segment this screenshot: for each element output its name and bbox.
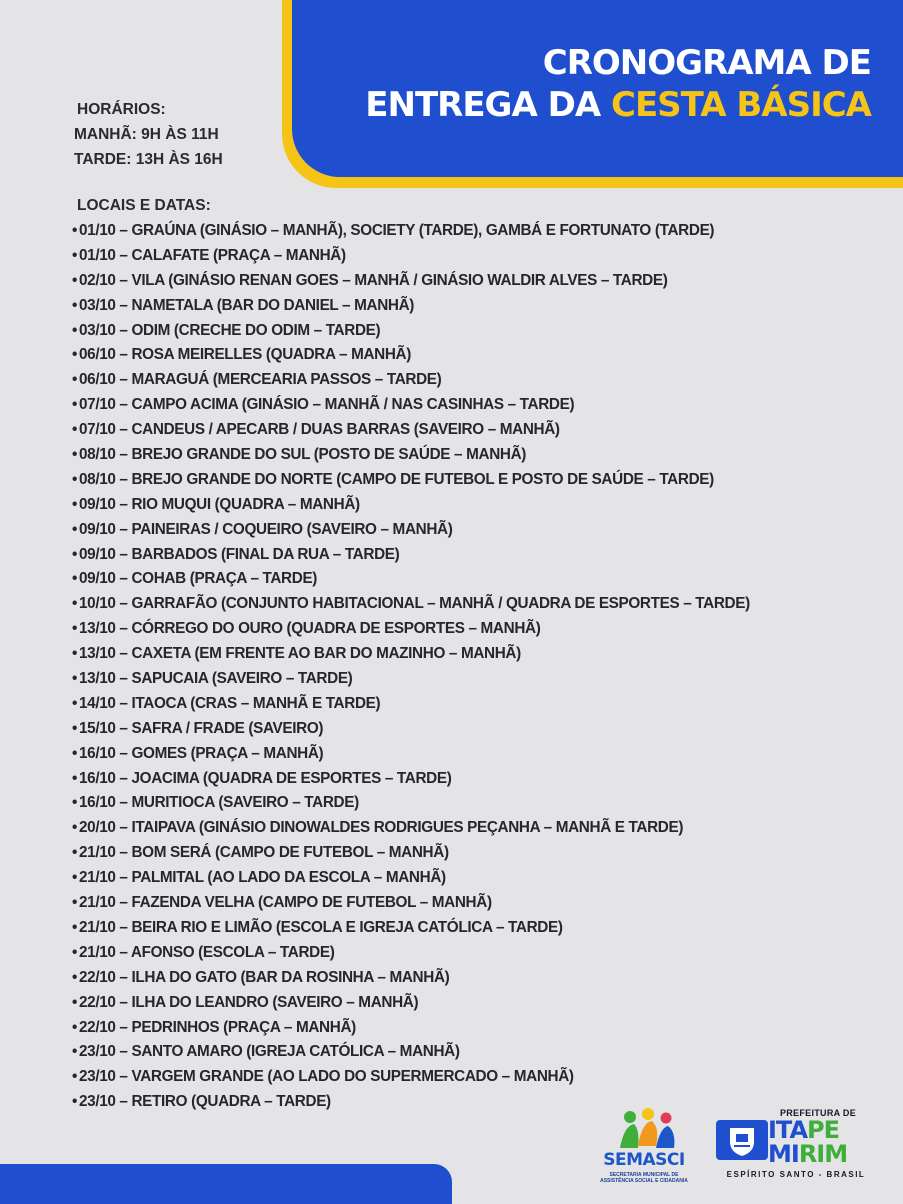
schedule-list [72, 219, 750, 1115]
schedule-item-text: 09/10 – RIO MUQUI (QUADRA – MANHÃ) [79, 495, 360, 513]
schedule-item-text: 21/10 – BOM SERÁ (CAMPO DE FUTEBOL – MANHÃ) [79, 844, 449, 862]
semasci-subtitle: SECRETARIA MUNICIPAL DE ASSISTÊNCIA SOCIAL E CIDADANIA [600, 1172, 688, 1184]
semasci-name: SEMASCI [603, 1150, 685, 1170]
bottom-bar [0, 1164, 452, 1204]
semasci-logo [592, 1108, 696, 1190]
title-line-1: CRONOGRAMA DE [542, 43, 871, 83]
page-title [365, 42, 871, 126]
prefeitura-name-line1 [768, 1118, 839, 1142]
schedule-item [72, 443, 750, 468]
schedule-item-text: 07/10 – CANDEUS / APECARB / DUAS BARRAS (SAVEIRO – MANHÃ) [79, 421, 560, 439]
title-line-2: ENTREGA DA [365, 85, 611, 125]
bullet-icon: • [72, 1068, 78, 1086]
schedule-item-text: 13/10 – SAPUCAIA (SAVEIRO – TARDE) [79, 670, 353, 688]
schedule-item [72, 891, 750, 916]
schedule-item-text: 20/10 – ITAIPAVA (GINÁSIO DINOWALDES RODRIGUES PEÇANHA – MANHÃ E TARDE) [79, 819, 684, 837]
prefeitura-name-line2 [768, 1142, 847, 1166]
prefeitura-logo [716, 1108, 876, 1192]
bullet-icon: • [72, 321, 78, 339]
schedule-item [72, 1016, 750, 1041]
schedule-item [72, 493, 750, 518]
schedule-item [72, 518, 750, 543]
schedule-item-text: 01/10 – GRAÚNA (GINÁSIO – MANHÃ), SOCIETY (TARDE), GAMBÁ E FORTUNATO (TARDE) [79, 222, 715, 239]
bullet-icon: • [72, 769, 78, 787]
coat-of-arms-icon [716, 1120, 768, 1160]
pref-mi: MI [768, 1140, 799, 1168]
schedule-item [72, 592, 750, 617]
schedule-item [72, 567, 750, 592]
schedule-item [72, 692, 750, 717]
schedule-item-text: 21/10 – FAZENDA VELHA (CAMPO DE FUTEBOL – MANHÃ) [79, 894, 492, 912]
bullet-icon: • [72, 595, 78, 613]
schedule-item [72, 244, 750, 269]
bullet-icon: • [72, 446, 78, 464]
bullet-icon: • [72, 495, 78, 513]
schedule-item-text: 09/10 – BARBADOS (FINAL DA RUA – TARDE) [79, 545, 400, 563]
schedule-item-text: 13/10 – CAXETA (EM FRENTE AO BAR DO MAZINHO – MANHÃ) [79, 645, 521, 663]
bullet-icon: • [72, 371, 78, 389]
prefeitura-label: PREFEITURA DE [779, 1108, 857, 1118]
schedule-item-text: 03/10 – NAMETALA (BAR DO DANIEL – MANHÃ) [79, 296, 415, 314]
schedule-item-text: 22/10 – ILHA DO GATO (BAR DA ROSINHA – MANHÃ) [79, 968, 450, 986]
schedule-item [72, 294, 750, 319]
bullet-icon: • [72, 869, 78, 887]
bullet-icon: • [72, 346, 78, 364]
schedule-item [72, 1040, 750, 1065]
schedule-item [72, 866, 750, 891]
bullet-icon: • [72, 246, 78, 264]
bullet-icon: • [72, 819, 78, 837]
pref-rim: RIM [798, 1140, 848, 1168]
bullet-icon: • [72, 545, 78, 563]
schedule-item-text: 16/10 – GOMES (PRAÇA – MANHÃ) [79, 744, 324, 762]
schedule-item-text: 01/10 – CALAFATE (PRAÇA – MANHÃ) [79, 246, 346, 264]
schedule-item-text: 08/10 – BREJO GRANDE DO NORTE (CAMPO DE FUTEBOL E POSTO DE SAÚDE – TARDE) [79, 470, 714, 488]
schedule-item [72, 767, 750, 792]
schedule-item [72, 991, 750, 1016]
bullet-icon: • [72, 844, 78, 862]
schedule-item [72, 642, 750, 667]
schedule-item-text: 07/10 – CAMPO ACIMA (GINÁSIO – MANHÃ / NAS CASINHAS – TARDE) [79, 396, 575, 414]
bullet-icon: • [72, 421, 78, 439]
schedule-item-text: 23/10 – VARGEM GRANDE (AO LADO DO SUPERMERCADO – MANHÃ) [79, 1068, 574, 1086]
schedule-item-text: 03/10 – ODIM (CRECHE DO ODIM – TARDE) [79, 321, 381, 339]
bullet-icon: • [72, 396, 78, 414]
schedule-item-text: 23/10 – RETIRO (QUADRA – TARDE) [79, 1093, 331, 1111]
schedule-title: LOCAIS E DATAS: [77, 197, 211, 214]
bullet-icon: • [72, 520, 78, 538]
bullet-icon: • [72, 1018, 78, 1036]
hours-morning: MANHÃ: 9H ÀS 11H [74, 126, 219, 143]
schedule-item [72, 418, 750, 443]
prefeitura-state: ESPÍRITO SANTO - BRASIL [726, 1170, 866, 1179]
bullet-icon: • [72, 645, 78, 663]
schedule-item [72, 742, 750, 767]
bullet-icon: • [72, 918, 78, 936]
bullet-icon: • [72, 296, 78, 314]
hours-afternoon: TARDE: 13H ÀS 16H [74, 151, 223, 168]
bullet-icon: • [72, 993, 78, 1011]
bullet-icon: • [72, 943, 78, 961]
bullet-icon: • [72, 744, 78, 762]
schedule-item-text: 21/10 – AFONSO (ESCOLA – TARDE) [79, 943, 335, 961]
schedule-item [72, 319, 750, 344]
schedule-item [72, 393, 750, 418]
schedule-item-text: 22/10 – PEDRINHOS (PRAÇA – MANHÃ) [79, 1018, 356, 1036]
bullet-icon: • [72, 222, 78, 239]
bullet-icon: • [72, 570, 78, 588]
schedule-item-text: 14/10 – ITAOCA (CRAS – MANHÃ E TARDE) [79, 694, 381, 712]
bullet-icon: • [72, 894, 78, 912]
schedule-item [72, 941, 750, 966]
schedule-item-text: 21/10 – PALMITAL (AO LADO DA ESCOLA – MANHÃ) [79, 869, 446, 887]
schedule-item [72, 966, 750, 991]
bullet-icon: • [72, 1043, 78, 1061]
schedule-item-text: 16/10 – JOACIMA (QUADRA DE ESPORTES – TARDE) [79, 769, 452, 787]
schedule-item-text: 22/10 – ILHA DO LEANDRO (SAVEIRO – MANHÃ) [79, 993, 419, 1011]
schedule-item-text: 02/10 – VILA (GINÁSIO RENAN GOES – MANHÃ / GINÁSIO WALDIR ALVES – TARDE) [79, 271, 668, 289]
schedule-item-text: 09/10 – PAINEIRAS / COQUEIRO (SAVEIRO – MANHÃ) [79, 520, 453, 538]
schedule-item-text: 06/10 – ROSA MEIRELLES (QUADRA – MANHÃ) [79, 346, 411, 364]
bullet-icon: • [72, 968, 78, 986]
title-highlight: CESTA BÁSICA [611, 85, 871, 125]
schedule-item-text: 13/10 – CÓRREGO DO OURO (QUADRA DE ESPORTES – MANHÃ) [79, 620, 541, 638]
bullet-icon: • [72, 670, 78, 688]
schedule-item [72, 219, 750, 244]
bullet-icon: • [72, 271, 78, 289]
schedule-item-text: 16/10 – MURITIOCA (SAVEIRO – TARDE) [79, 794, 359, 812]
pref-pe: PE [807, 1116, 839, 1144]
bullet-icon: • [72, 620, 78, 638]
schedule-item-text: 21/10 – BEIRA RIO E LIMÃO (ESCOLA E IGREJA CATÓLICA – TARDE) [79, 918, 563, 936]
schedule-item [72, 717, 750, 742]
bullet-icon: • [72, 794, 78, 812]
bullet-icon: • [72, 470, 78, 488]
bullet-icon: • [72, 694, 78, 712]
hours-block [74, 97, 223, 172]
schedule-item-text: 10/10 – GARRAFÃO (CONJUNTO HABITACIONAL – MANHÃ / QUADRA DE ESPORTES – TARDE) [79, 595, 750, 613]
schedule-item-text: 09/10 – COHAB (PRAÇA – TARDE) [79, 570, 318, 588]
schedule-item [72, 916, 750, 941]
people-icon [614, 1108, 678, 1152]
schedule-item [72, 368, 750, 393]
schedule-item-text: 08/10 – BREJO GRANDE DO SUL (POSTO DE SAÚDE – MANHÃ) [79, 446, 527, 464]
schedule-item-text: 23/10 – SANTO AMARO (IGREJA CATÓLICA – MANHÃ) [79, 1043, 460, 1061]
schedule-item [72, 841, 750, 866]
schedule-item [72, 269, 750, 294]
hours-title: HORÁRIOS: [77, 101, 166, 118]
schedule-item [72, 468, 750, 493]
bullet-icon: • [72, 1093, 78, 1111]
pref-ita: ITA [768, 1116, 808, 1144]
schedule-item-text: 06/10 – MARAGUÁ (MERCEARIA PASSOS – TARDE) [79, 371, 442, 389]
schedule-item [72, 343, 750, 368]
bullet-icon: • [72, 719, 78, 737]
schedule-item-text: 15/10 – SAFRA / FRADE (SAVEIRO) [79, 719, 324, 737]
schedule-item [72, 617, 750, 642]
schedule-item [72, 667, 750, 692]
schedule-item [72, 816, 750, 841]
schedule-item [72, 1065, 750, 1090]
schedule-item [72, 791, 750, 816]
schedule-item [72, 543, 750, 568]
